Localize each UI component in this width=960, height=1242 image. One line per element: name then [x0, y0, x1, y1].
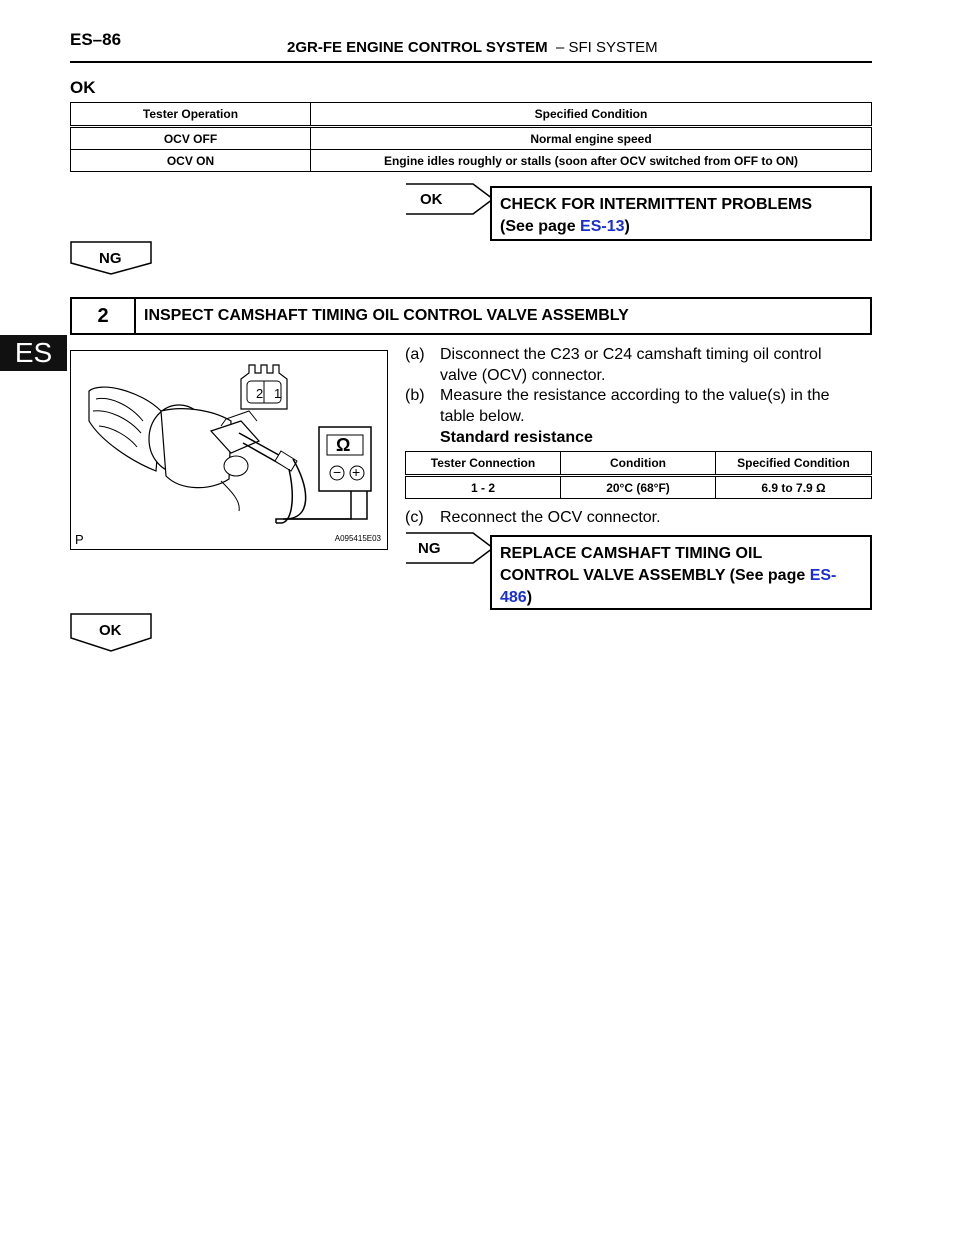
table-cell: OCV ON — [71, 150, 311, 172]
step-title: INSPECT CAMSHAFT TIMING OIL CONTROL VALVE ASSEMBLY — [144, 307, 629, 324]
table-cell: 6.9 to 7.9 Ω — [716, 476, 872, 499]
table-header-cell: Condition — [561, 452, 716, 476]
instruction-a-line1: Disconnect the C23 or C24 camshaft timing oil control — [440, 346, 822, 363]
check-see-text: (See page — [500, 218, 581, 235]
step-2-header — [70, 297, 872, 335]
instruction-b-line2: table below. — [440, 408, 525, 425]
table-header-cell: Specified Condition — [311, 103, 872, 127]
table-cell: Normal engine speed — [311, 127, 872, 150]
table-cell: OCV OFF — [71, 127, 311, 150]
table-header-cell: Tester Operation — [71, 103, 311, 127]
ohm-symbol: Ω — [336, 435, 351, 455]
table-header-row — [406, 452, 872, 476]
check-see-line — [500, 216, 862, 238]
minus-terminal: − — [333, 464, 342, 480]
ok-tab-label: OK — [99, 622, 122, 639]
replace-line2 — [500, 565, 862, 587]
section-tab: ES — [0, 335, 67, 371]
check-text: CHECK FOR INTERMITTENT PROBLEMS — [500, 196, 812, 213]
table-cell: 1 - 2 — [406, 476, 561, 499]
header-divider — [70, 61, 872, 63]
table-header-cell: Tester Connection — [406, 452, 561, 476]
replace-line2-text: CONTROL VALVE ASSEMBLY (See page — [500, 567, 810, 584]
connector-pin-2-label: 2 — [256, 386, 264, 401]
step-number: 2 — [72, 299, 136, 333]
instruction-b-marker: (b) — [405, 387, 425, 404]
header-title-rest: – SFI SYSTEM — [555, 39, 658, 56]
page-link-es-486-part2[interactable]: 486 — [500, 589, 527, 606]
table-header-row — [71, 103, 872, 127]
instruction-a — [405, 344, 875, 388]
ng-tab-label: NG — [99, 250, 122, 267]
connector-pin-1-label: 1 — [274, 386, 282, 401]
table-row — [71, 127, 872, 150]
instruction-c — [405, 507, 875, 529]
ocv-illustration — [70, 350, 388, 550]
resistance-table — [405, 451, 872, 499]
ng-arrow-label: NG — [418, 540, 441, 557]
figure-code: A095415E03 — [334, 534, 381, 543]
figure-corner-mark: P — [75, 532, 84, 547]
plus-terminal: + — [352, 464, 361, 480]
replace-close: ) — [526, 589, 533, 606]
page-number: ES–86 — [70, 30, 122, 49]
table-header-cell: Specified Condition — [716, 452, 872, 476]
check-intermittent-box — [490, 186, 872, 241]
ok-arrow-shape — [405, 183, 495, 215]
spec-table — [70, 102, 872, 172]
table-row — [406, 476, 872, 499]
page-link-es-13[interactable]: ES-13 — [580, 218, 625, 235]
check-close: ) — [624, 218, 630, 235]
page-header-title — [287, 39, 658, 56]
ok-heading: OK — [70, 78, 96, 97]
standard-resistance-label: Standard resistance — [440, 429, 593, 446]
header-title-bold: 2GR-FE ENGINE CONTROL SYSTEM — [287, 39, 548, 56]
instruction-b-line1: Measure the resistance according to the value(s) in the — [440, 387, 830, 404]
instruction-b — [405, 385, 875, 449]
table-cell: Engine idles roughly or stalls (soon after OCV switched from OFF to ON) — [311, 150, 872, 172]
replace-line3 — [500, 587, 862, 609]
instruction-c-line1: Reconnect the OCV connector. — [440, 509, 661, 526]
table-row — [71, 150, 872, 172]
ocv-valve-body — [89, 387, 248, 511]
table-cell: 20°C (68°F) — [561, 476, 716, 499]
instruction-c-marker: (c) — [405, 509, 424, 526]
instruction-a-marker: (a) — [405, 346, 425, 363]
instruction-a-line2: valve (OCV) connector. — [440, 367, 606, 384]
page-link-es-486-part1[interactable]: ES- — [809, 567, 837, 584]
replace-ocv-box — [490, 535, 872, 610]
replace-line1: REPLACE CAMSHAFT TIMING OIL — [500, 545, 763, 562]
ok-arrow-label: OK — [420, 191, 443, 208]
